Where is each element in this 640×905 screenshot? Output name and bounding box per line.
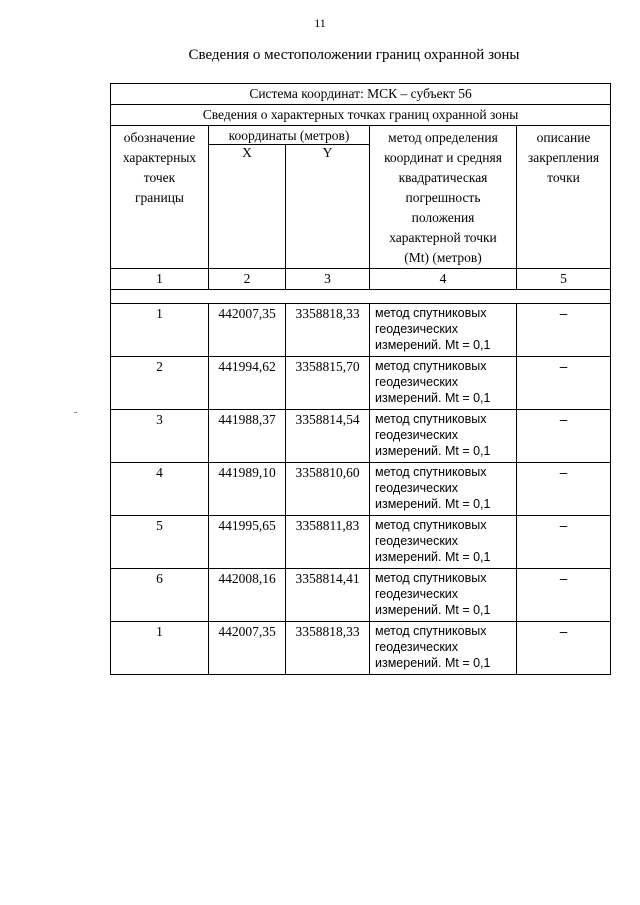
table-row bbox=[111, 410, 611, 463]
method-line: метод спутниковых bbox=[375, 412, 487, 426]
method-line: метод спутниковых bbox=[375, 306, 487, 320]
point-designation: 1 bbox=[111, 622, 209, 675]
method-line: измерений. Mt = 0,1 bbox=[375, 444, 491, 458]
table-row bbox=[111, 357, 611, 410]
method-line: геодезических bbox=[375, 375, 459, 389]
table-row bbox=[111, 304, 611, 357]
coordinate-y: 3358810,60 bbox=[286, 463, 370, 516]
header-method-line: квадратическая bbox=[398, 170, 488, 185]
column-number: 5 bbox=[517, 269, 611, 290]
table-row bbox=[111, 516, 611, 569]
coordinate-y: 3358818,33 bbox=[286, 304, 370, 357]
point-designation: 5 bbox=[111, 516, 209, 569]
boundary-points-table bbox=[110, 83, 611, 675]
column-number: 2 bbox=[209, 269, 286, 290]
method-line: измерений. Mt = 0,1 bbox=[375, 603, 491, 617]
point-designation: 4 bbox=[111, 463, 209, 516]
header-y: Y bbox=[286, 145, 370, 269]
header-fixing bbox=[517, 126, 611, 269]
blank-cell bbox=[111, 290, 611, 304]
header-designation-line: характерных bbox=[122, 150, 197, 165]
header-fixing-line: точки bbox=[547, 170, 580, 185]
method-line: измерений. Mt = 0,1 bbox=[375, 497, 491, 511]
method-cell bbox=[370, 463, 517, 516]
header-x: X bbox=[209, 145, 286, 269]
header-method bbox=[370, 126, 517, 269]
method-line: измерений. Mt = 0,1 bbox=[375, 391, 491, 405]
method-cell bbox=[370, 304, 517, 357]
document-title: Сведения о местоположении границ охранной зоны bbox=[188, 47, 520, 63]
header-method-line: погрешность bbox=[405, 190, 481, 205]
point-designation: 2 bbox=[111, 357, 209, 410]
margin-mark bbox=[74, 412, 77, 413]
header-method-line: характерной точки bbox=[389, 230, 497, 245]
page-number: 11 bbox=[314, 16, 326, 30]
method-line: измерений. Mt = 0,1 bbox=[375, 338, 491, 352]
method-line: геодезических bbox=[375, 640, 459, 654]
fixing-description: – bbox=[517, 569, 611, 622]
coordinate-x: 441994,62 bbox=[209, 357, 286, 410]
header-coordinates: координаты (метров) bbox=[209, 126, 370, 145]
table-row bbox=[111, 463, 611, 516]
column-number: 1 bbox=[111, 269, 209, 290]
method-cell bbox=[370, 357, 517, 410]
point-designation: 6 bbox=[111, 569, 209, 622]
coordinate-x: 441988,37 bbox=[209, 410, 286, 463]
header-designation bbox=[111, 126, 209, 269]
point-designation: 3 bbox=[111, 410, 209, 463]
header-fixing-line: описание bbox=[536, 130, 591, 145]
method-cell bbox=[370, 622, 517, 675]
fixing-description: – bbox=[517, 410, 611, 463]
method-cell bbox=[370, 516, 517, 569]
fixing-description: – bbox=[517, 304, 611, 357]
column-number: 3 bbox=[286, 269, 370, 290]
coordinate-x: 442008,16 bbox=[209, 569, 286, 622]
table-row bbox=[111, 569, 611, 622]
method-line: геодезических bbox=[375, 534, 459, 548]
coordinate-system-row bbox=[111, 84, 611, 105]
method-line: измерений. Mt = 0,1 bbox=[375, 550, 491, 564]
method-line: метод спутниковых bbox=[375, 359, 487, 373]
point-designation: 1 bbox=[111, 304, 209, 357]
coordinate-x: 442007,35 bbox=[209, 622, 286, 675]
fixing-description: – bbox=[517, 357, 611, 410]
coordinate-y: 3358815,70 bbox=[286, 357, 370, 410]
header-method-line: метод определения bbox=[388, 130, 498, 145]
coordinate-x: 441989,10 bbox=[209, 463, 286, 516]
method-cell bbox=[370, 569, 517, 622]
method-line: геодезических bbox=[375, 322, 459, 336]
coordinate-x: 441995,65 bbox=[209, 516, 286, 569]
method-line: метод спутниковых bbox=[375, 465, 487, 479]
column-numbers-row bbox=[111, 269, 611, 290]
coordinate-y: 3358814,41 bbox=[286, 569, 370, 622]
method-line: геодезических bbox=[375, 481, 459, 495]
coordinate-system-label: Система координат: МСК – субъект 56 bbox=[111, 84, 611, 105]
header-designation-line: точек bbox=[143, 170, 176, 185]
method-line: измерений. Mt = 0,1 bbox=[375, 656, 491, 670]
method-line: метод спутниковых bbox=[375, 518, 487, 532]
method-line: метод спутниковых bbox=[375, 624, 487, 638]
method-line: геодезических bbox=[375, 587, 459, 601]
fixing-description: – bbox=[517, 516, 611, 569]
table-row bbox=[111, 622, 611, 675]
header-designation-line: границы bbox=[134, 190, 185, 205]
blank-row bbox=[111, 290, 611, 304]
fixing-description: – bbox=[517, 622, 611, 675]
coordinate-y: 3358811,83 bbox=[286, 516, 370, 569]
coordinate-y: 3358814,54 bbox=[286, 410, 370, 463]
method-cell bbox=[370, 410, 517, 463]
fixing-description: – bbox=[517, 463, 611, 516]
header-fixing-line: закрепления bbox=[527, 150, 600, 165]
header-method-line: (Mt) (метров) bbox=[404, 250, 482, 265]
method-line: метод спутниковых bbox=[375, 571, 487, 585]
header-method-line: положения bbox=[411, 210, 475, 225]
header-row-top bbox=[111, 126, 611, 145]
header-method-line: координат и средняя bbox=[384, 150, 502, 165]
section-title: Сведения о характерных точках границ охранной зоны bbox=[111, 105, 611, 126]
coordinate-x: 442007,35 bbox=[209, 304, 286, 357]
coordinate-y: 3358818,33 bbox=[286, 622, 370, 675]
header-designation-line: обозначение bbox=[123, 130, 196, 145]
section-title-row bbox=[111, 105, 611, 126]
column-number: 4 bbox=[370, 269, 517, 290]
method-line: геодезических bbox=[375, 428, 459, 442]
